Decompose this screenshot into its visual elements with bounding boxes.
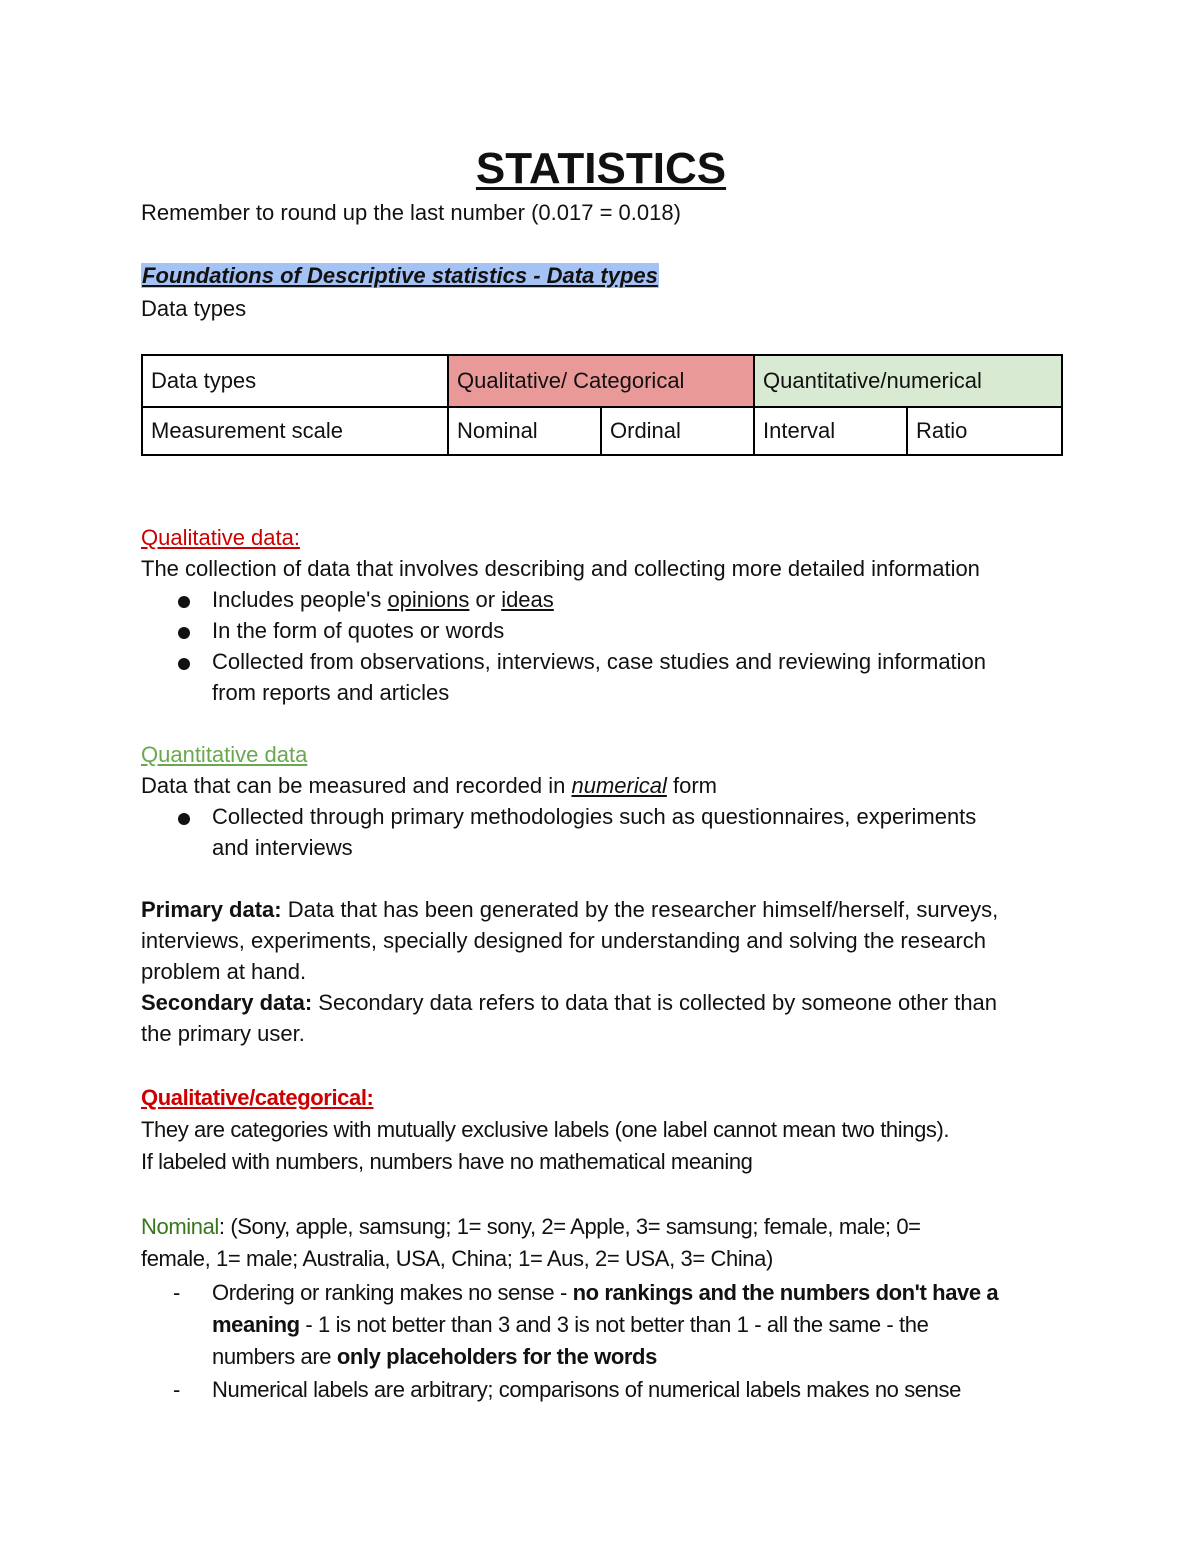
bullet-icon <box>178 596 190 608</box>
point-text: Ordering or ranking makes no sense - <box>212 1280 573 1305</box>
primary-data-text: Data that has been generated by the researcher himself/herself, surveys, <box>281 897 999 922</box>
list-item-text: Includes people's <box>212 587 388 612</box>
list-item: Collected through primary methodologies such as questionnaires, experiments <box>212 804 977 829</box>
definition-text-end: form <box>666 773 717 798</box>
secondary-data-text: Secondary data refers to data that is collected by someone other than <box>312 990 998 1015</box>
nominal-point-1-line-2 <box>212 1309 928 1340</box>
table-cell-data-types: Data types <box>142 355 448 407</box>
list-item: Collected from observations, interviews, case studies and reviewing information <box>212 649 987 674</box>
section-heading <box>141 260 659 291</box>
qualitative-categorical-line-1: They are categories with mutually exclusive labels (one label cannot mean two things). <box>141 1117 950 1142</box>
list-item <box>212 584 554 615</box>
dash-marker: - <box>173 1377 180 1402</box>
secondary-data-line-2: the primary user. <box>141 1021 305 1046</box>
data-types-table <box>141 354 1063 456</box>
table-cell-ratio: Ratio <box>907 407 1062 455</box>
table-cell-interval: Interval <box>754 407 907 455</box>
nominal-label: Nominal <box>141 1214 219 1239</box>
nominal-text: : (Sony, apple, samsung; 1= sony, 2= Apple, 3= samsung; female, male; 0= <box>218 1214 921 1239</box>
dash-marker: - <box>173 1280 180 1305</box>
bullet-icon <box>178 627 190 639</box>
qualitative-definition: The collection of data that involves describing and collecting more detailed information <box>141 556 980 581</box>
table-cell-ordinal: Ordinal <box>601 407 754 455</box>
primary-data-line-2: interviews, experiments, specially designed for understanding and solving the research <box>141 928 987 953</box>
qualitative-categorical-line-2: If labeled with numbers, numbers have no mathematical meaning <box>141 1149 753 1174</box>
or-text: or <box>469 587 502 612</box>
quantitative-definition <box>141 770 717 801</box>
numerical-text: numerical <box>571 773 667 798</box>
rounding-note: Remember to round up the last number (0.017 = 0.018) <box>141 200 681 225</box>
nominal-line-2: female, 1= male; Australia, USA, China; 1= Aus, 2= USA, 3= China) <box>141 1246 773 1271</box>
definition-text: Data that can be measured and recorded in <box>141 773 572 798</box>
bullet-icon <box>178 813 190 825</box>
secondary-data-label: Secondary data: <box>141 990 313 1015</box>
point-text: numbers are <box>212 1344 337 1369</box>
qualitative-heading: Qualitative data: <box>141 525 300 550</box>
list-item-continued: and interviews <box>212 835 353 860</box>
table-cell-nominal: Nominal <box>448 407 601 455</box>
nominal-point-1-line-3 <box>212 1341 657 1372</box>
nominal-point-1-line-1 <box>212 1277 998 1308</box>
table-cell-measurement-scale: Measurement scale <box>142 407 448 455</box>
section-heading-text: Foundations of Descriptive statistics - Data types <box>142 263 658 288</box>
primary-data-line <box>141 894 998 925</box>
list-item: In the form of quotes or words <box>212 618 505 643</box>
point-text: - 1 is not better than 3 and 3 is not better than 1 - all the same - the <box>299 1312 929 1337</box>
meaning-bold-text: meaning <box>212 1312 300 1337</box>
nominal-point-2: Numerical labels are arbitrary; comparisons of numerical labels makes no sense <box>212 1377 961 1402</box>
qualitative-categorical-heading: Qualitative/categorical: <box>141 1085 374 1110</box>
opinions-text: opinions <box>387 587 470 612</box>
nominal-line-1 <box>141 1211 921 1242</box>
table-cell-qualitative: Qualitative/ Categorical <box>448 355 754 407</box>
quantitative-heading: Quantitative data <box>141 742 308 767</box>
subheading: Data types <box>141 296 247 321</box>
table-cell-quantitative: Quantitative/numerical <box>754 355 1062 407</box>
list-item-continued: from reports and articles <box>212 680 450 705</box>
placeholders-bold-text: only placeholders for the words <box>336 1344 657 1369</box>
primary-data-label: Primary data: <box>141 897 282 922</box>
point-bold-text: no rankings and the numbers don't have a <box>572 1280 999 1305</box>
ideas-text: ideas <box>501 587 554 612</box>
primary-data-line-3: problem at hand. <box>141 959 307 984</box>
bullet-icon <box>178 658 190 670</box>
secondary-data-line <box>141 987 997 1018</box>
page-title: STATISTICS <box>475 144 727 193</box>
